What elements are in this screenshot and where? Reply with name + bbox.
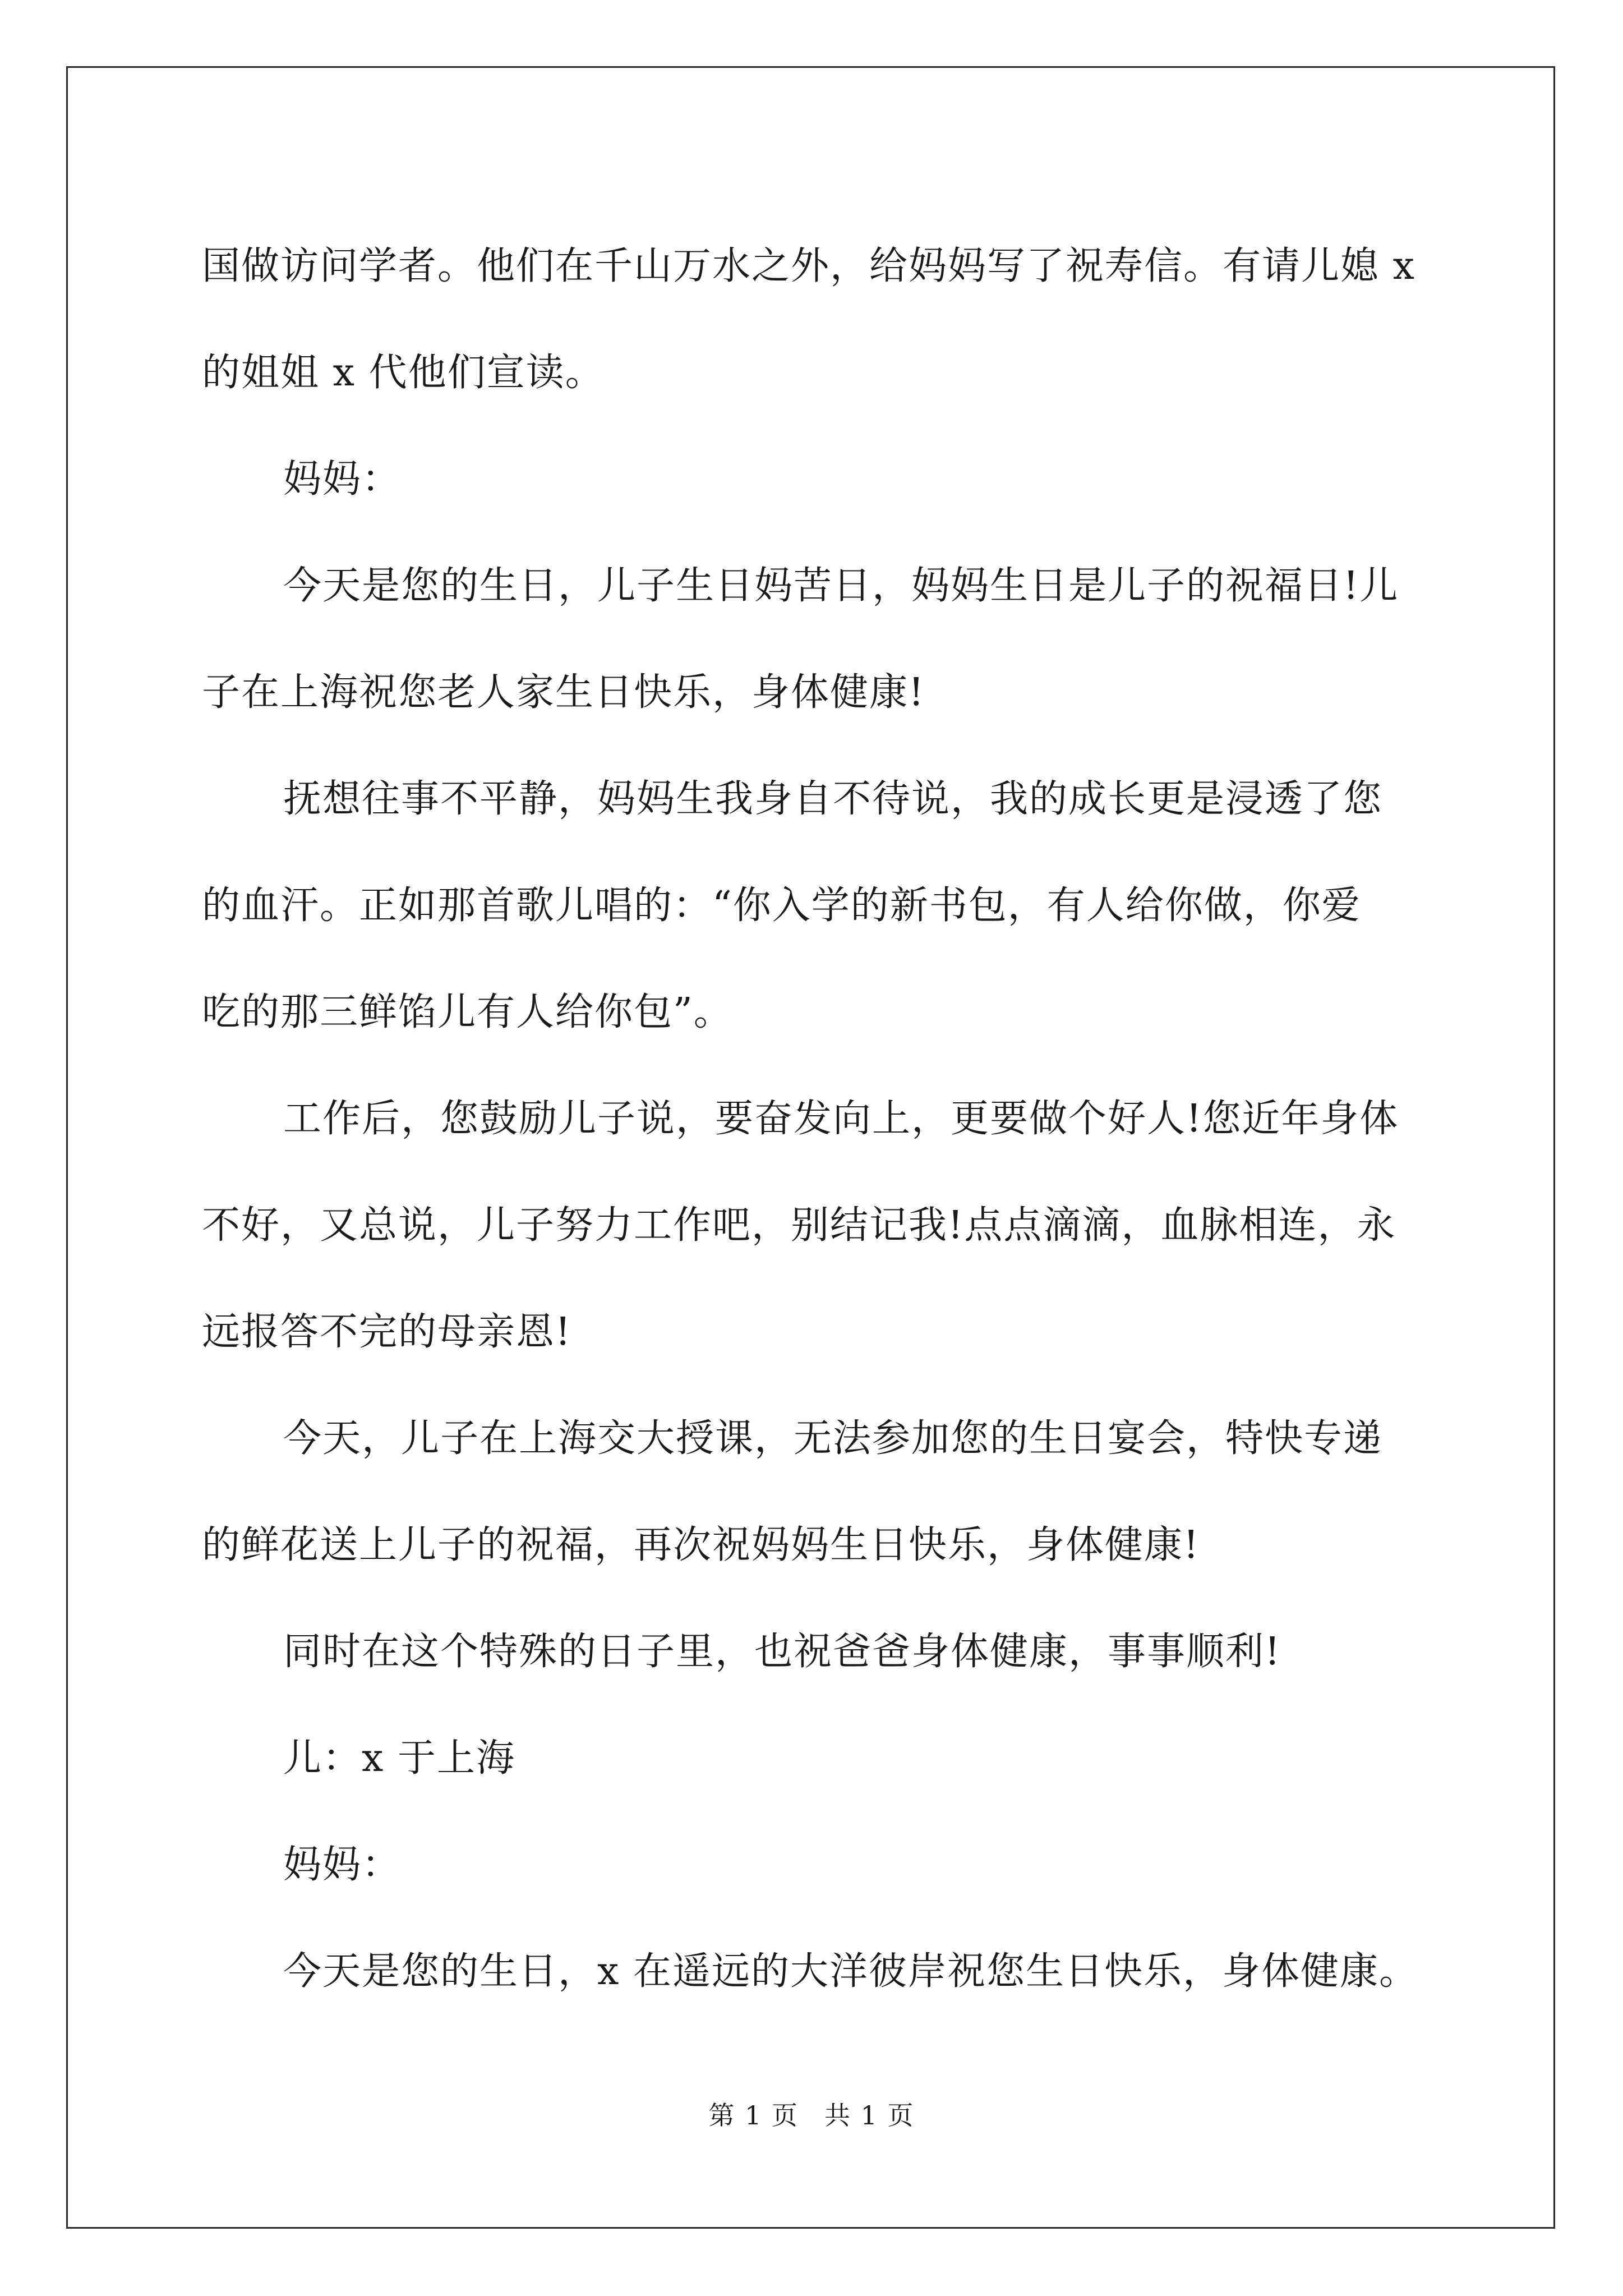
text-line-1: 国做访问学者。他们在千山万水之外，给妈妈写了祝寿信。有请儿媳 x xyxy=(202,244,1415,288)
text-line-11: 远报答不完的母亲恩! xyxy=(202,1310,572,1354)
text-line-12: 今天，儿子在上海交大授课，无法参加您的生日宴会，特快专递 xyxy=(283,1416,1383,1461)
signature-line: 儿：x 于上海 xyxy=(283,1736,515,1780)
text-line-5: 子在上海祝您老人家生日快乐，身体健康! xyxy=(202,670,925,715)
text-line-7: 的血汗。正如那首歌儿唱的：“你入学的新书包，有人给你做，你爱 xyxy=(202,884,1361,928)
text-line-2: 的姐姐 x 代他们宣读。 xyxy=(202,351,605,395)
text-line-14: 同时在这个特殊的日子里，也祝爸爸身体健康，事事顺利! xyxy=(283,1630,1281,1674)
text-line-6: 抚想往事不平静，妈妈生我身自不待说，我的成长更是浸透了您 xyxy=(283,777,1383,821)
text-line-17: 今天是您的生日，x 在遥远的大洋彼岸祝您生日快乐，身体健康。 xyxy=(283,1949,1418,1994)
text-line-13: 的鲜花送上儿子的祝福，再次祝妈妈生日快乐，身体健康! xyxy=(202,1523,1200,1567)
text-line-10: 不好，又总说，儿子努力工作吧，别结记我!点点滴滴，血脉相连，永 xyxy=(202,1203,1396,1248)
text-line-8: 吃的那三鲜馅儿有人给你包”。 xyxy=(202,990,733,1034)
salutation-1: 妈妈： xyxy=(283,457,402,501)
page-number-total: 共 1 页 xyxy=(824,2100,915,2131)
salutation-2: 妈妈： xyxy=(283,1843,402,1887)
page-number-current: 第 1 页 xyxy=(708,2100,799,2131)
text-line-9: 工作后，您鼓励儿子说，要奋发向上，更要做个好人!您近年身体 xyxy=(283,1097,1399,1141)
document-body xyxy=(202,213,1436,2025)
text-line-4: 今天是您的生日，儿子生日妈苦日，妈妈生日是儿子的祝福日!儿 xyxy=(283,564,1399,608)
page-footer xyxy=(0,2095,1623,2132)
